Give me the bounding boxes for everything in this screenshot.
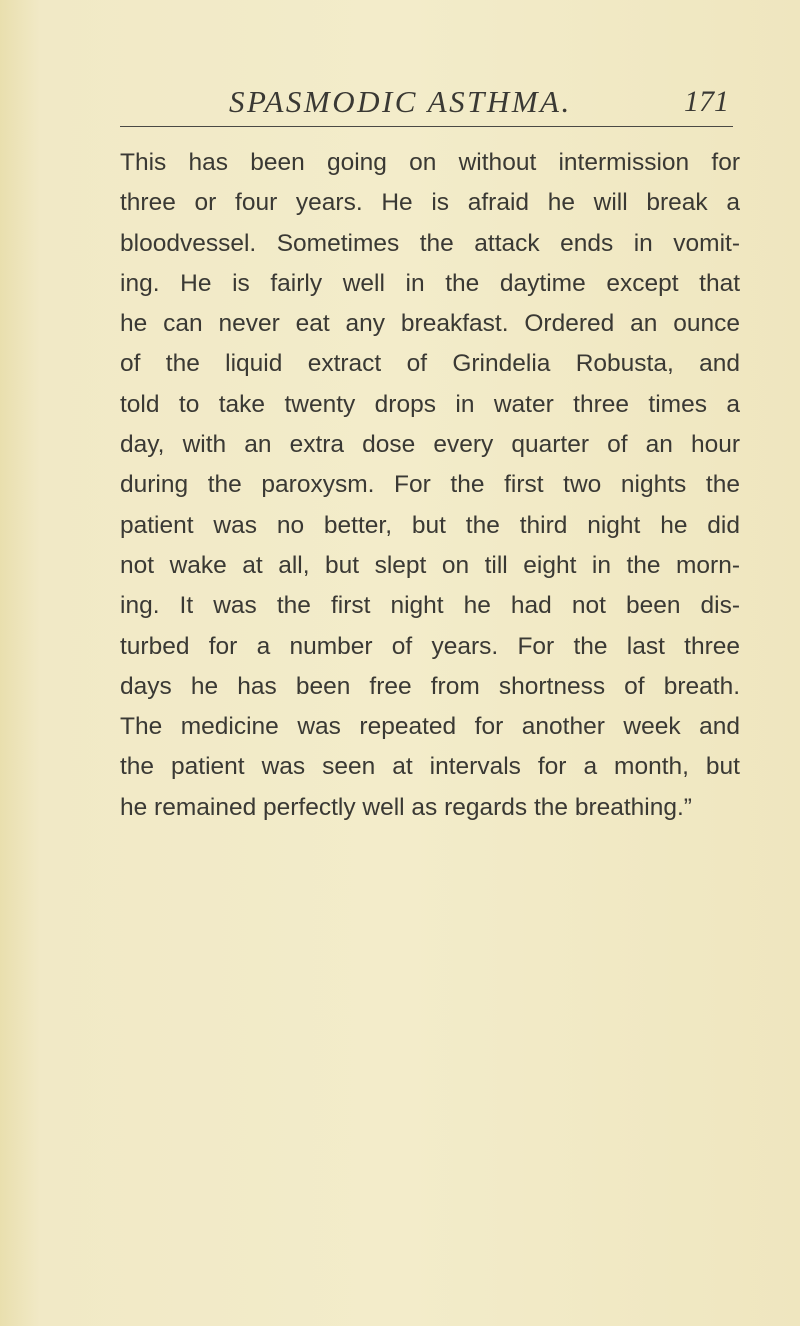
text-line: ing. It was the first night he had not been dis-: [120, 592, 740, 620]
text-line: during the paroxysm. For the first two nights the: [120, 471, 740, 499]
text-line: days he has been free from shortness of breath.: [120, 672, 740, 700]
text-line: he remained perfectly well as regards the breathing.”: [120, 793, 692, 821]
text-line: turbed for a number of years. For the last three: [120, 632, 740, 660]
text-line: he can never eat any breakfast. Ordered an ounce: [120, 310, 740, 338]
text-line: day, with an extra dose every quarter of an hour: [120, 431, 740, 459]
running-title: SPASMODIC ASTHMA.: [229, 84, 572, 119]
text-line: patient was no better, but the third night he did: [120, 511, 740, 539]
page-number: 171: [684, 85, 729, 118]
text-line: bloodvessel. Sometimes the attack ends in vomit-: [120, 229, 740, 257]
text-line: the patient was seen at intervals for a month, but: [120, 753, 740, 781]
text-line: This has been going on without intermission for: [120, 149, 740, 176]
page-header: [0, 84, 800, 124]
text-line: three or four years. He is afraid he will break a: [120, 189, 740, 217]
text-line: told to take twenty drops in water three times a: [120, 390, 740, 418]
body-text: [120, 143, 740, 828]
text-line: not wake at all, but slept on till eight in the morn-: [120, 551, 740, 579]
text-line: of the liquid extract of Grindelia Robusta, and: [120, 350, 740, 378]
header-rule: [120, 126, 733, 127]
text-line: ing. He is fairly well in the daytime except that: [120, 269, 740, 297]
text-line: The medicine was repeated for another week and: [120, 713, 740, 741]
